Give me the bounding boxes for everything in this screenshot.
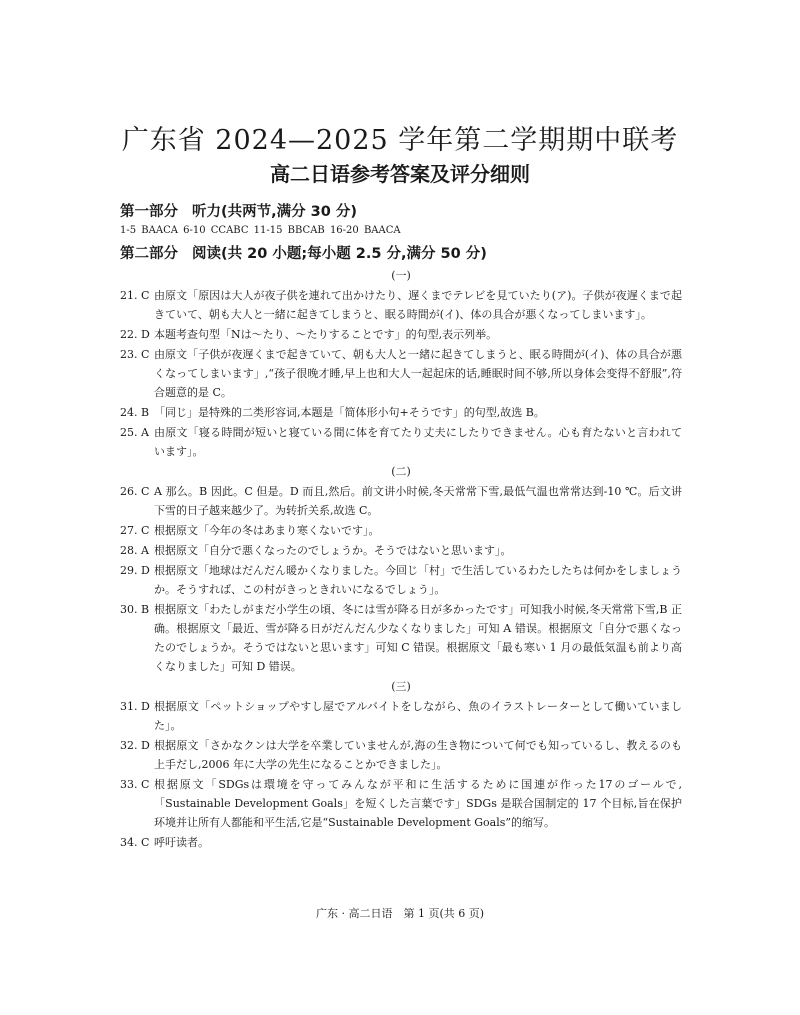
answer-item bbox=[120, 521, 682, 540]
answer-number: 26. C bbox=[120, 485, 150, 498]
answer-item bbox=[120, 561, 682, 599]
answer-item bbox=[120, 482, 682, 520]
answer-item bbox=[120, 286, 682, 324]
answer-explanation: 由原文「寝る時間が短いと寝ている間に体を育てたり丈夫にしたりできません。心も育たないと言われています」。 bbox=[154, 426, 682, 458]
answer-explanation: 根据原文「地球はだんだん暖かくなりました。今回じ「村」で生活しているわたしたちは何かをしましょうか。そうすれば、この村がきっときれいになるでしょう」。 bbox=[154, 564, 682, 596]
page-title: 广东省 2024—2025 学年第二学期期中联考 bbox=[121, 125, 679, 156]
answer-number: 32. D bbox=[120, 739, 150, 752]
answer-content bbox=[120, 194, 682, 853]
answer-explanation: 根据原文「ペットショップやすし屋でアルバイトをしながら、魚のイラストレーターとして働いていました」。 bbox=[154, 700, 682, 732]
answer-item bbox=[120, 775, 682, 832]
answer-item bbox=[120, 541, 682, 560]
answer-explanation: 本题考查句型「Nは～たり、～たりすることです」的句型,表示列举。 bbox=[154, 328, 498, 341]
page-subtitle: 高二日语参考答案及评分细则 bbox=[270, 162, 530, 186]
question-groups bbox=[120, 267, 682, 852]
answer-item bbox=[120, 833, 682, 852]
answer-number: 29. D bbox=[120, 564, 150, 577]
answer-number: 24. B bbox=[120, 406, 150, 419]
part1-heading bbox=[120, 200, 682, 221]
answer-explanation: 根据原文「わたしがまだ小学生の頃、冬には雪が降る日が多かったです」可知我小时候,冬天常常下雪,B 正确。根据原文「最近、雪が降る日がだんだん少なくなりました」可知 A 错误。根据原文「自分で悪くなったのでしょうか。そうではないと思います」可知 C 错误。根据原文「最も寒い 1 月の最低気温も前より高くなりました」可知 D 错误。 bbox=[154, 603, 682, 673]
answer-number: 30. B bbox=[120, 603, 150, 616]
page-footer: 广东 · 高二日语 第 1 页(共 6 页) bbox=[315, 907, 485, 920]
answer-explanation: 根据原文「自分で悪くなったのでしょうか。そうではないと思います」。 bbox=[154, 544, 512, 557]
answer-explanation: 由原文「子供が夜遅くまで起きていて、朝も大人と一緒に起きてしまうと、眠る時間が(イ)、体の具合が悪くなってしまいます」,“孩子很晚才睡,早上也和大人一起起床的话,睡眠时间不够,所以身体会变得不舒服”,符合题意的是 C。 bbox=[154, 348, 682, 399]
answer-item bbox=[120, 600, 682, 676]
answer-item bbox=[120, 423, 682, 461]
answer-number: 21. C bbox=[120, 289, 150, 302]
answer-number: 28. A bbox=[120, 544, 149, 557]
group-heading: (一) bbox=[391, 269, 411, 282]
answer-explanation: 根据原文「さかなクンは大学を卒業していませんが,海の生き物について何でも知っているし、教えるのも上手だし,2006 年に大学の先生になることかできました」。 bbox=[154, 739, 682, 771]
part2-title: 阅读(共 20 小题;每小题 2.5 分,满分 50 分) bbox=[192, 246, 487, 262]
answer-number: 23. C bbox=[120, 348, 150, 361]
answer-item bbox=[120, 345, 682, 402]
answer-explanation: 根据原文「SDGsは環境を守ってみんなが平和に生活するために国連が作った17のゴールで,「Sustainable Development Goals」を短くした言葉です」SDGs 是联合国制定的 17 个目标,旨在保护环境并让所有人都能和平生活,它是“Sustainable Development Goals”的缩写。 bbox=[154, 778, 682, 829]
answer-item bbox=[120, 736, 682, 774]
part2-heading bbox=[120, 242, 682, 263]
answer-explanation: 呼吁读者。 bbox=[154, 836, 209, 849]
answer-explanation: 「同じ」是特殊的二类形容词,本题是「简体形小句+そうです」的句型,故选 B。 bbox=[154, 406, 545, 419]
group-heading: (三) bbox=[391, 680, 411, 693]
answer-explanation: 根据原文「今年の冬はあまり寒くないです」。 bbox=[154, 524, 380, 537]
part2-label: 第二部分 bbox=[120, 246, 178, 262]
answer-number: 33. C bbox=[120, 778, 150, 791]
answer-number: 31. D bbox=[120, 700, 150, 713]
answer-explanation: A 那么。B 因此。C 但是。D 而且,然后。前文讲小时候,冬天常常下雪,最低气温也常常达到-10 ℃。后文讲下雪的日子越来越少了。为转折关系,故选 C。 bbox=[154, 485, 682, 517]
answer-number: 34. C bbox=[120, 836, 150, 849]
part1-title: 听力(共两节,满分 30 分) bbox=[192, 204, 358, 220]
answer-item bbox=[120, 697, 682, 735]
group-heading: (二) bbox=[391, 465, 411, 478]
answer-item bbox=[120, 403, 682, 422]
answer-item bbox=[120, 325, 682, 344]
part1-answers: 1-5 BAACA 6-10 CCABC 11-15 BBCAB 16-20 BAACA bbox=[120, 225, 401, 236]
answer-number: 22. D bbox=[120, 328, 150, 341]
answer-number: 27. C bbox=[120, 524, 150, 537]
answer-number: 25. A bbox=[120, 426, 149, 439]
answer-explanation: 由原文「原因は大人が夜子供を連れて出かけたり、遅くまでテレビを見ていたり(ア)。子供が夜遅くまで起きていて、朝も大人と一緒に起きてしまうと、眠る時間が(イ)、体の具合が悪くなってしまいます」。 bbox=[154, 289, 682, 321]
part1-label: 第一部分 bbox=[120, 204, 178, 220]
